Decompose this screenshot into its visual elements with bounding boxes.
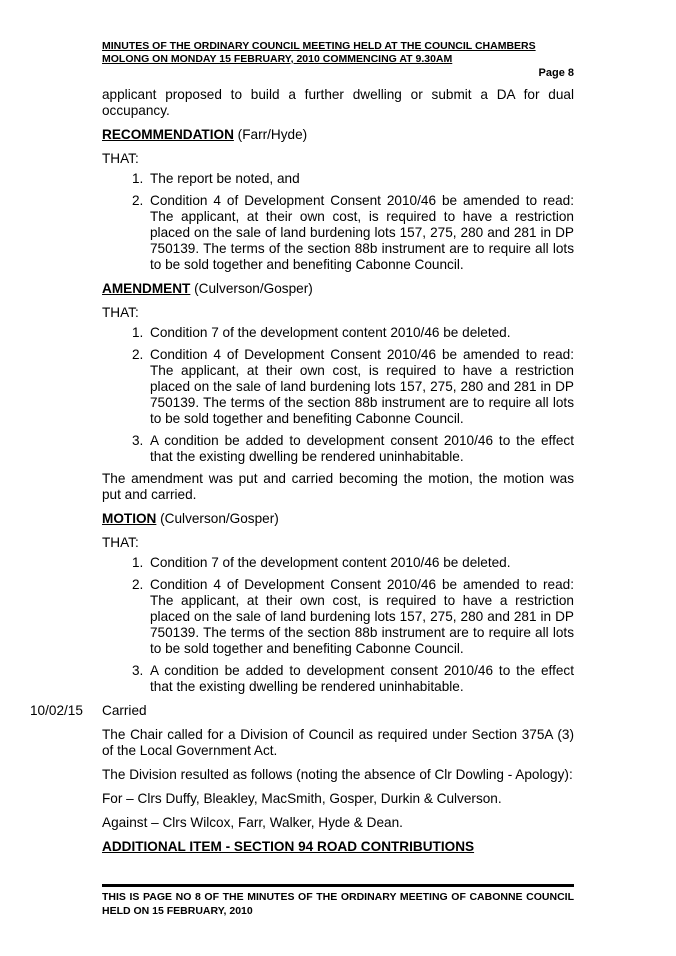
header-line-2: MOLONG ON MONDAY 15 FEBRUARY, 2010 COMMENCING AT 9.30AM <box>102 53 453 65</box>
amendment-result: The amendment was put and carried becoming the motion, the motion was put and carried. <box>102 471 574 502</box>
page-footer: THIS IS PAGE NO 8 OF THE MINUTES OF THE ORDINARY MEETING OF CABONNE COUNCIL HELD ON 15 FEBRUARY, 2010 <box>102 884 574 918</box>
list-item-number: 1. <box>132 555 144 570</box>
motion-list <box>102 555 574 695</box>
amendment-heading <box>102 281 574 297</box>
list-item-text: Condition 7 of the development content 2010/46 be deleted. <box>150 555 511 570</box>
division-call: The Chair called for a Division of Council as required under Section 375A (3) of the Local Government Act. <box>102 727 574 758</box>
resolution-status: Carried <box>102 703 147 718</box>
list-item-number: 2. <box>132 193 144 208</box>
list-item-number: 2. <box>132 577 144 592</box>
list-item <box>102 325 574 341</box>
amendment-title: AMENDMENT <box>102 281 191 296</box>
recommendation-that: THAT: <box>102 151 139 166</box>
list-item <box>102 555 574 571</box>
list-item <box>102 193 574 273</box>
list-item-text: A condition be added to development consent 2010/46 to the effect that the existing dwelling be rendered uninhabitable. <box>150 663 574 694</box>
amendment-list <box>102 325 574 465</box>
list-item-text: Condition 4 of Development Consent 2010/46 be amended to read: The applicant, at their own cost, is required to have a restriction placed on the sale of land burdening lots 157, 275, 280 and 281 in DP 750139. The terms of the section 88b instrument are to require all lots to be sold together and benefiting Cabonne Council. <box>150 347 574 426</box>
recommendation-title: RECOMMENDATION <box>102 127 234 142</box>
list-item-number: 3. <box>132 663 144 678</box>
intro-paragraph: applicant proposed to build a further dwelling or submit a DA for dual occupancy. <box>102 87 574 118</box>
motion-title: MOTION <box>102 511 157 526</box>
list-item-number: 3. <box>132 433 144 448</box>
recommendation-movers: (Farr/Hyde) <box>233 127 308 142</box>
list-item-text: A condition be added to development consent 2010/46 to the effect that the existing dwelling be rendered uninhabitable. <box>150 433 574 464</box>
page-header <box>102 40 574 66</box>
list-item <box>102 577 574 657</box>
list-item-number: 2. <box>132 347 144 362</box>
division-result: The Division resulted as follows (noting the absence of Clr Dowling - Apology): <box>102 767 573 782</box>
recommendation-heading <box>102 127 574 143</box>
votes-for: For – Clrs Duffy, Bleakley, MacSmith, Gosper, Durkin & Culverson. <box>102 791 502 806</box>
list-item-number: 1. <box>132 325 144 340</box>
resolution-row <box>30 703 574 719</box>
resolution-number: 10/02/15 <box>30 703 83 718</box>
list-item-text: The report be noted, and <box>150 171 300 186</box>
list-item-number: 1. <box>132 171 144 186</box>
list-item-text: Condition 7 of the development content 2010/46 be deleted. <box>150 325 511 340</box>
list-item <box>102 347 574 427</box>
list-item <box>102 433 574 465</box>
minutes-body <box>30 87 574 855</box>
list-item <box>102 663 574 695</box>
header-line-1: MINUTES OF THE ORDINARY COUNCIL MEETING HELD AT THE COUNCIL CHAMBERS <box>102 40 536 52</box>
amendment-movers: (Culverson/Gosper) <box>190 281 313 296</box>
recommendation-list <box>102 171 574 273</box>
list-item <box>102 171 574 187</box>
motion-that: THAT: <box>102 535 139 550</box>
motion-heading <box>102 511 574 527</box>
page-number: Page 8 <box>538 67 574 79</box>
amendment-that: THAT: <box>102 305 139 320</box>
list-item-text: Condition 4 of Development Consent 2010/46 be amended to read: The applicant, at their own cost, is required to have a restriction placed on the sale of land burdening lots 157, 275, 280 and 281 in DP 750139. The terms of the section 88b instrument are to require all lots to be sold together and benefiting Cabonne Council. <box>150 577 574 656</box>
additional-item-heading: ADDITIONAL ITEM - SECTION 94 ROAD CONTRIBUTIONS <box>102 839 475 854</box>
votes-against: Against – Clrs Wilcox, Farr, Walker, Hyde & Dean. <box>102 815 403 830</box>
motion-movers: (Culverson/Gosper) <box>156 511 279 526</box>
list-item-text: Condition 4 of Development Consent 2010/46 be amended to read: The applicant, at their own cost, is required to have a restriction placed on the sale of land burdening lots 157, 275, 280 and 281 in DP 750139. The terms of the section 88b instrument are to require all lots to be sold together and benefiting Cabonne Council. <box>150 193 574 272</box>
